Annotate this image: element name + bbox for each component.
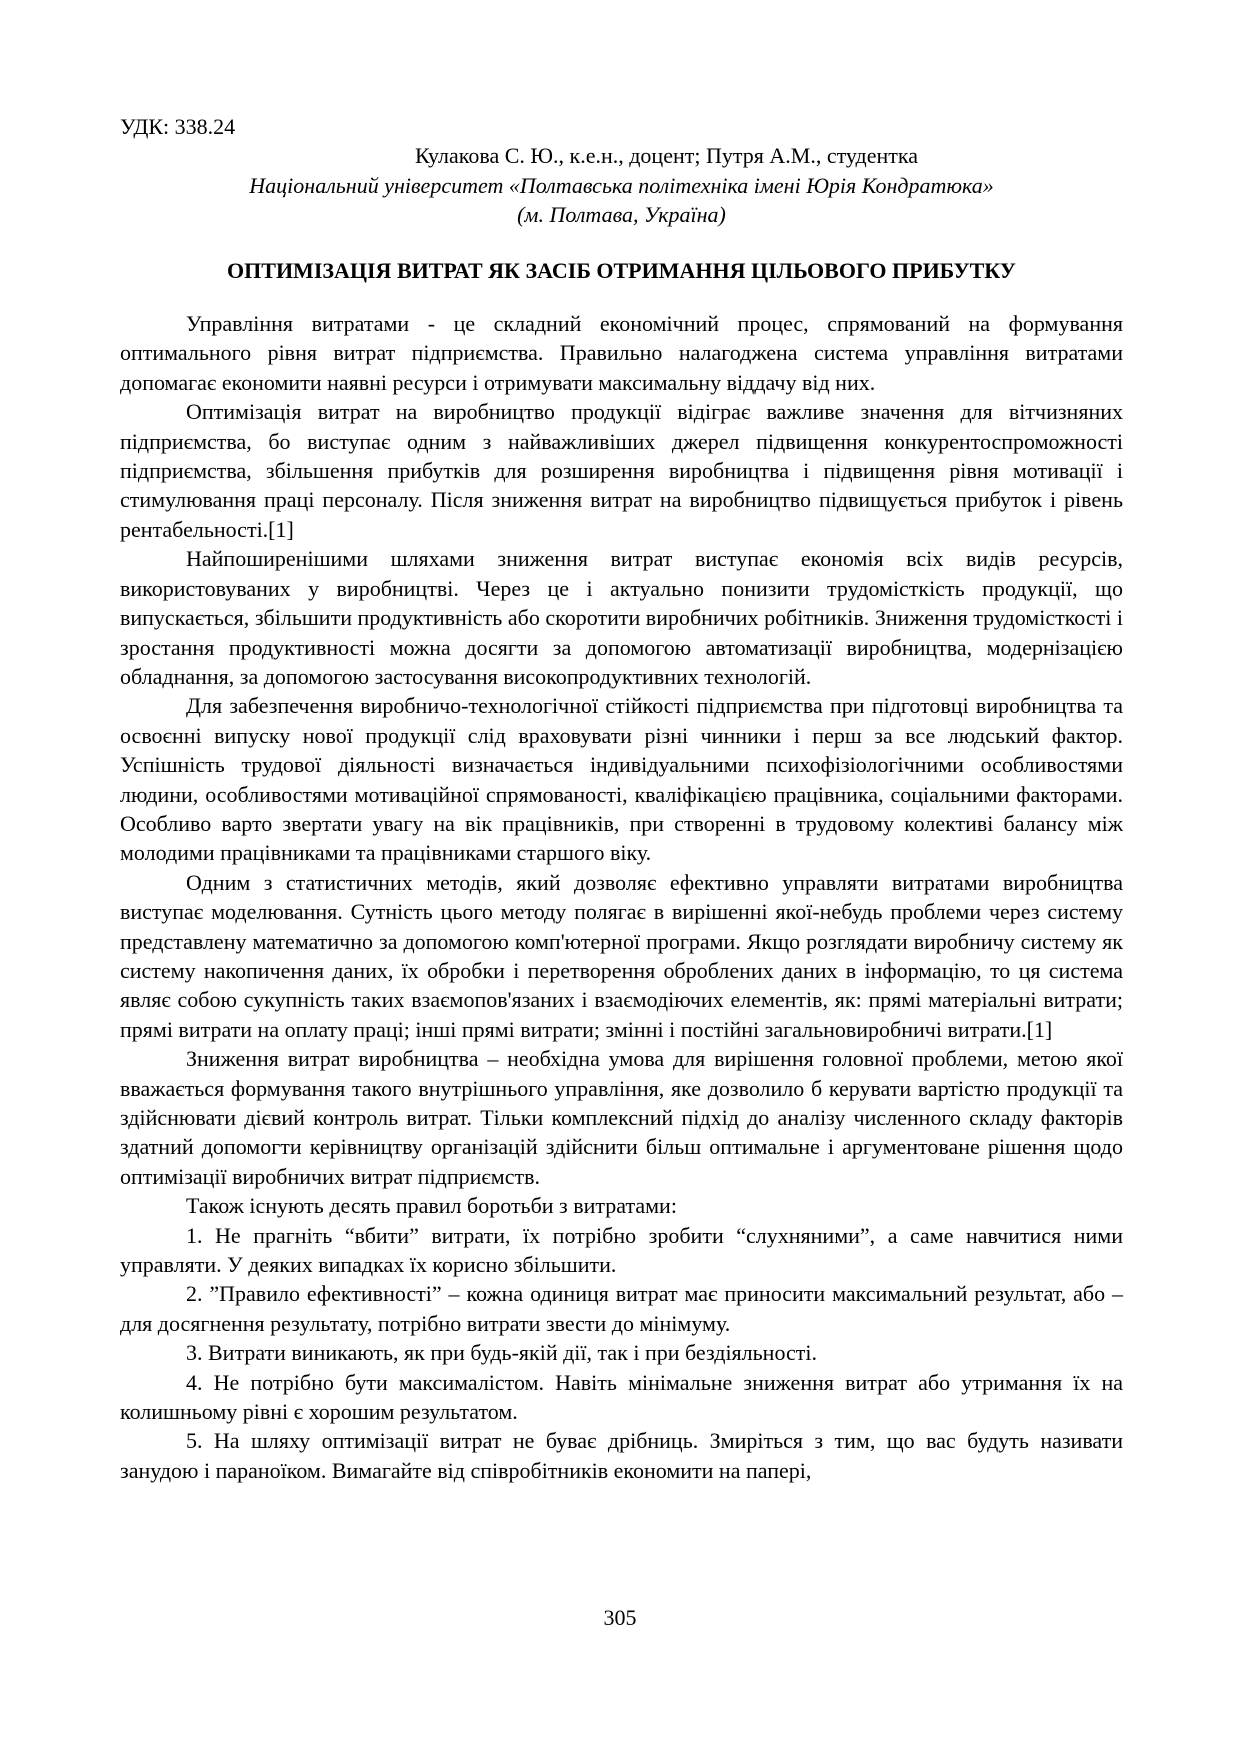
authors: Кулакова С. Ю., к.е.н., доцент; Путря А.М., студентка <box>415 143 918 169</box>
paragraph: Найпоширенішими шляхами зниження витрат виступає економія всіх видів ресурсів, використовуваних у виробництві. Через це і актуально понизити трудомісткість продукції, що випускається, збільшити продуктивність або скоротити виробничих робітників. Зниження трудомісткості і зростання продуктивності можна досягти за допомогою автоматизації виробництва, модернізацією обладнання, за допомогою застосування високопродуктивних технологій. <box>120 546 1123 689</box>
list-item: 1. Не прагніть “вбити” витрати, їх потрібно зробити “слухняними”, а саме навчитися ними управляти. У деяких випадках їх корисно збільшити. <box>120 1222 1123 1278</box>
list-item: 2. ”Правило ефективності” – кожна одиниця витрат має приносити максимальний результат, або – для досягнення результату, потрібно витрати звести до мінімуму. <box>120 1281 1123 1336</box>
paragraph: Також існують десять правил боротьби з витратами: <box>186 1193 677 1219</box>
city: (м. Полтава, Україна) <box>517 202 726 228</box>
udk-code: УДК: 338.24 <box>120 114 236 139</box>
paragraph: Управління витратами - це складний економічний процес, спрямований на формування оптимального рівня витрат підприємства. Правильно налагоджена система управління витратами допомагає економити наявні ресурси і отримувати максимальну віддачу від них. <box>120 311 1123 395</box>
page-number: 305 <box>603 1605 637 1630</box>
paragraph: Одним з статистичних методів, який дозволяє ефективно управляти витратами виробництва виступає моделювання. Сутність цього методу полягає в вирішенні якої-небудь проблеми через систему представлену математично за допомогою комп'ютерної програми. Якщо розглядати виробничу систему як систему накопичення даних, їх обробки і перетворення оброблених даних в інформацію, то ця система являє собою сукупність таких взаємопов'язаних і взаємодіючих елементів, як: прямі матеріальні витрати; прямі витрати на оплату праці; інші прямі витрати; змінні і постійні загальновиробничі витрати.[1] <box>120 869 1123 1042</box>
list-item: 5. На шляху оптимізації витрат не буває дрібниць. Змиріться з тим, що вас будуть називати занудою і параноїком. Вимагайте від співробітників економити на папері, <box>120 1428 1123 1483</box>
affiliation: Національний університет «Полтавська політехніка імені Юрія Кондратюка» <box>249 172 994 198</box>
list-item: 3. Витрати виникають, як при будь-якій дії, так і при бездіяльності. <box>186 1340 817 1366</box>
paragraph: Зниження витрат виробництва – необхідна умова для вирішення головної проблеми, метою якої вважається формування такого внутрішнього управління, яке дозволило б керувати вартістю продукції та здійснювати дієвий контроль витрат. Тільки комплексний підхід до аналізу численного складу факторів здатний допомогти керівництву організацій здійснити більш оптимальне і аргументоване рішення щодо оптимізації виробничих витрат підприємств. <box>120 1046 1123 1189</box>
list-item: 4. Не потрібно бути максималістом. Навіть мінімальне зниження витрат або утримання їх на колишньому рівні є хорошим результатом. <box>120 1369 1123 1425</box>
paragraph: Для забезпечення виробничо-технологічної стійкості підприємства при підготовці виробництва та освоєнні випуску нової продукції слід враховувати різні чинники і перш за все людський фактор. Успішність трудової діяльності визначається індивідуальними психофізіологічними особливостями людини, особливостями мотиваційної спрямованості, кваліфікацією працівника, соціальними факторами. Особливо варто звертати увагу на вік працівників, при створенні в трудовому колективі балансу між молодими працівниками та працівниками старшого віку. <box>120 693 1123 866</box>
body-text <box>120 309 1123 1485</box>
paper-title: ОПТИМІЗАЦІЯ ВИТРАТ ЯК ЗАСІБ ОТРИМАННЯ ЦІЛЬОВОГО ПРИБУТКУ <box>227 257 1016 283</box>
paragraph: Оптимізація витрат на виробництво продукції відіграє важливе значення для вітчизняних підприємства, бо виступає одним з найважливіших джерел підвищення конкурентоспроможності підприємства, збільшення прибутків для розширення виробництва і підвищення рівня мотивації і стимулювання праці персоналу. Після зниження витрат на виробництво підвищується прибуток і рівень рентабельності.[1] <box>120 399 1123 542</box>
paper-page <box>120 112 1123 1485</box>
